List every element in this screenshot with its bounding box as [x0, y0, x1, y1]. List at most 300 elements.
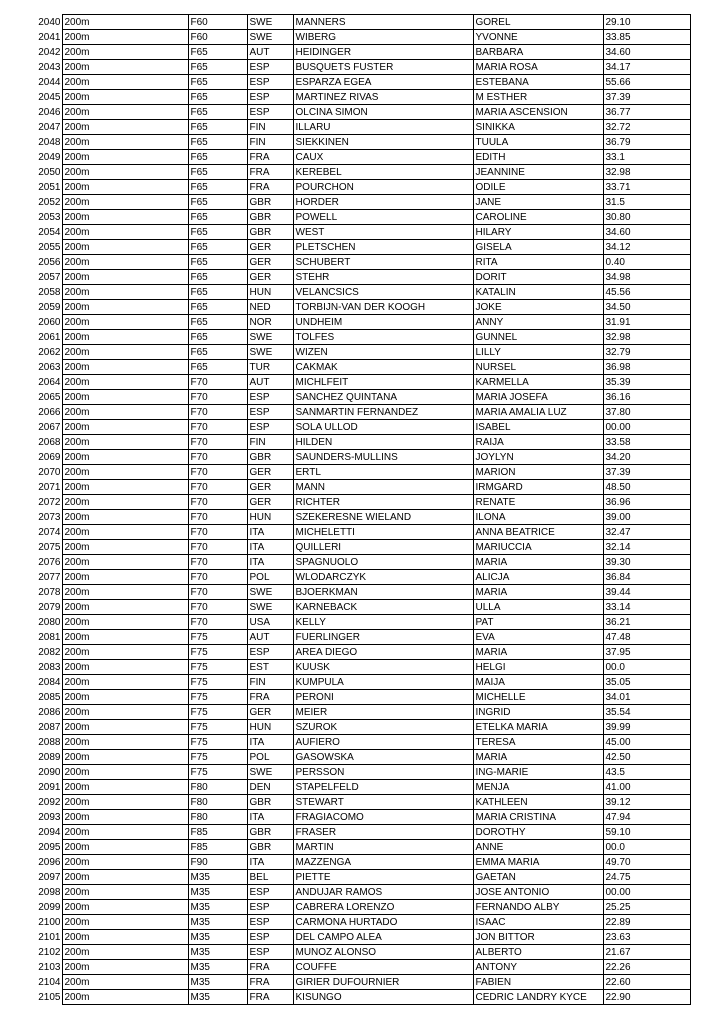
surname-cell: QUILLERI	[293, 540, 473, 555]
result-cell: 34.01	[603, 690, 690, 705]
row-number: 2041	[38, 31, 61, 43]
table-row	[34, 225, 690, 240]
row-number: 2052	[38, 196, 61, 208]
nation-cell: GER	[247, 495, 293, 510]
nation-cell: ESP	[247, 75, 293, 90]
table-row	[34, 210, 690, 225]
event-cell: 200m	[62, 585, 188, 600]
row-number: 2067	[38, 421, 61, 433]
surname-cell: SZUROK	[293, 720, 473, 735]
category-cell: M35	[188, 870, 247, 885]
first-name-cell: FABIEN	[473, 975, 603, 990]
category-cell: F70	[188, 405, 247, 420]
category-cell: M35	[188, 945, 247, 960]
event-cell: 200m	[62, 555, 188, 570]
row-number: 2087	[38, 721, 61, 733]
nation-cell: ESP	[247, 915, 293, 930]
first-name-cell: MARIA	[473, 585, 603, 600]
surname-cell: UNDHEIM	[293, 315, 473, 330]
nation-cell: GER	[247, 705, 293, 720]
first-name-cell: JEANNINE	[473, 165, 603, 180]
result-cell: 37.39	[603, 90, 690, 105]
row-number: 2095	[38, 841, 61, 853]
nation-cell: ITA	[247, 555, 293, 570]
nation-cell: NED	[247, 300, 293, 315]
category-cell: F60	[188, 30, 247, 45]
first-name-cell: DORIT	[473, 270, 603, 285]
result-cell: 36.79	[603, 135, 690, 150]
event-cell: 200m	[62, 510, 188, 525]
nation-cell: SWE	[247, 330, 293, 345]
nation-cell: DEN	[247, 780, 293, 795]
nation-cell: NOR	[247, 315, 293, 330]
category-cell: F65	[188, 330, 247, 345]
surname-cell: KARNEBACK	[293, 600, 473, 615]
surname-cell: WEST	[293, 225, 473, 240]
table-row	[34, 690, 690, 705]
category-cell: F60	[188, 15, 247, 30]
nation-cell: SWE	[247, 30, 293, 45]
first-name-cell: MAIJA	[473, 675, 603, 690]
nation-cell: AUT	[247, 45, 293, 60]
surname-cell: WLODARCZYK	[293, 570, 473, 585]
category-cell: F65	[188, 120, 247, 135]
category-cell: F70	[188, 585, 247, 600]
table-row	[34, 375, 690, 390]
nation-cell: HUN	[247, 510, 293, 525]
category-cell: F75	[188, 750, 247, 765]
table-row	[34, 180, 690, 195]
nation-cell: FRA	[247, 975, 293, 990]
first-name-cell: YVONNE	[473, 30, 603, 45]
event-cell: 200m	[62, 105, 188, 120]
result-cell: 22.89	[603, 915, 690, 930]
event-cell: 200m	[62, 315, 188, 330]
result-cell: 33.71	[603, 180, 690, 195]
row-number: 2048	[38, 136, 61, 148]
category-cell: F70	[188, 540, 247, 555]
table-row	[34, 465, 690, 480]
surname-cell: SAUNDERS-MULLINS	[293, 450, 473, 465]
result-cell: 00.0	[603, 840, 690, 855]
category-cell: M35	[188, 990, 247, 1005]
category-cell: F70	[188, 480, 247, 495]
result-cell: 25.25	[603, 900, 690, 915]
result-cell: 33.14	[603, 600, 690, 615]
event-cell: 200m	[62, 60, 188, 75]
row-number: 2053	[38, 211, 61, 223]
first-name-cell: ULLA	[473, 600, 603, 615]
event-cell: 200m	[62, 15, 188, 30]
first-name-cell: HILARY	[473, 225, 603, 240]
table-row	[34, 795, 690, 810]
event-cell: 200m	[62, 960, 188, 975]
nation-cell: GER	[247, 255, 293, 270]
result-cell: 24.75	[603, 870, 690, 885]
category-cell: F85	[188, 825, 247, 840]
result-cell: 36.77	[603, 105, 690, 120]
nation-cell: GBR	[247, 450, 293, 465]
result-cell: 41.00	[603, 780, 690, 795]
row-number: 2100	[38, 916, 61, 928]
event-cell: 200m	[62, 300, 188, 315]
nation-cell: ITA	[247, 855, 293, 870]
first-name-cell: NURSEL	[473, 360, 603, 375]
result-cell: 33.1	[603, 150, 690, 165]
nation-cell: FIN	[247, 120, 293, 135]
category-cell: F70	[188, 615, 247, 630]
row-number: 2090	[38, 766, 61, 778]
first-name-cell: MARION	[473, 465, 603, 480]
results-body	[34, 15, 690, 1005]
category-cell: F65	[188, 105, 247, 120]
surname-cell: WIBERG	[293, 30, 473, 45]
surname-cell: WIZEN	[293, 345, 473, 360]
table-row	[34, 840, 690, 855]
row-number: 2089	[38, 751, 61, 763]
result-cell: 00.00	[603, 885, 690, 900]
category-cell: M35	[188, 900, 247, 915]
category-cell: F80	[188, 780, 247, 795]
row-number: 2091	[38, 781, 61, 793]
first-name-cell: ANNA BEATRICE	[473, 525, 603, 540]
surname-cell: FRAGIACOMO	[293, 810, 473, 825]
table-row	[34, 555, 690, 570]
row-number: 2101	[38, 931, 61, 943]
surname-cell: CAKMAK	[293, 360, 473, 375]
table-row	[34, 150, 690, 165]
row-number: 2105	[38, 991, 61, 1003]
surname-cell: POURCHON	[293, 180, 473, 195]
event-cell: 200m	[62, 780, 188, 795]
category-cell: F70	[188, 435, 247, 450]
surname-cell: KEREBEL	[293, 165, 473, 180]
result-cell: 36.98	[603, 360, 690, 375]
table-row	[34, 825, 690, 840]
nation-cell: GER	[247, 270, 293, 285]
row-number: 2043	[38, 61, 61, 73]
nation-cell: ITA	[247, 810, 293, 825]
first-name-cell: CEDRIC LANDRY KYCE	[473, 990, 603, 1005]
event-cell: 200m	[62, 870, 188, 885]
result-cell: 0.40	[603, 255, 690, 270]
first-name-cell: JOKE	[473, 300, 603, 315]
first-name-cell: MARIA ASCENSION	[473, 105, 603, 120]
result-cell: 22.90	[603, 990, 690, 1005]
row-number: 2093	[38, 811, 61, 823]
event-cell: 200m	[62, 90, 188, 105]
event-cell: 200m	[62, 30, 188, 45]
row-number: 2066	[38, 406, 61, 418]
nation-cell: ITA	[247, 735, 293, 750]
first-name-cell: MARIA ROSA	[473, 60, 603, 75]
surname-cell: MARTINEZ RIVAS	[293, 90, 473, 105]
event-cell: 200m	[62, 225, 188, 240]
row-number: 2098	[38, 886, 61, 898]
event-cell: 200m	[62, 360, 188, 375]
nation-cell: ESP	[247, 405, 293, 420]
nation-cell: ESP	[247, 90, 293, 105]
first-name-cell: BARBARA	[473, 45, 603, 60]
category-cell: F70	[188, 510, 247, 525]
result-cell: 00.0	[603, 660, 690, 675]
table-row	[34, 75, 690, 90]
first-name-cell: M ESTHER	[473, 90, 603, 105]
surname-cell: STEHR	[293, 270, 473, 285]
surname-cell: TORBIJN-VAN DER KOOGH	[293, 300, 473, 315]
event-cell: 200m	[62, 210, 188, 225]
event-cell: 200m	[62, 570, 188, 585]
table-row	[34, 705, 690, 720]
category-cell: F65	[188, 60, 247, 75]
event-cell: 200m	[62, 330, 188, 345]
event-cell: 200m	[62, 150, 188, 165]
category-cell: F85	[188, 840, 247, 855]
row-number: 2044	[38, 76, 61, 88]
result-cell: 48.50	[603, 480, 690, 495]
row-number: 2081	[38, 631, 61, 643]
first-name-cell: ILONA	[473, 510, 603, 525]
category-cell: F75	[188, 630, 247, 645]
first-name-cell: KATALIN	[473, 285, 603, 300]
category-cell: M35	[188, 915, 247, 930]
surname-cell: ERTL	[293, 465, 473, 480]
surname-cell: RICHTER	[293, 495, 473, 510]
surname-cell: SANCHEZ QUINTANA	[293, 390, 473, 405]
surname-cell: AUFIERO	[293, 735, 473, 750]
result-cell: 39.44	[603, 585, 690, 600]
row-number: 2068	[38, 436, 61, 448]
event-cell: 200m	[62, 660, 188, 675]
event-cell: 200m	[62, 795, 188, 810]
nation-cell: ESP	[247, 900, 293, 915]
nation-cell: ESP	[247, 420, 293, 435]
event-cell: 200m	[62, 525, 188, 540]
event-cell: 200m	[62, 165, 188, 180]
row-number: 2086	[38, 706, 61, 718]
result-cell: 37.39	[603, 465, 690, 480]
surname-cell: AREA DIEGO	[293, 645, 473, 660]
nation-cell: POL	[247, 750, 293, 765]
row-number: 2057	[38, 271, 61, 283]
event-cell: 200m	[62, 750, 188, 765]
event-cell: 200m	[62, 765, 188, 780]
event-cell: 200m	[62, 195, 188, 210]
event-cell: 200m	[62, 945, 188, 960]
event-cell: 200m	[62, 435, 188, 450]
event-cell: 200m	[62, 420, 188, 435]
category-cell: M35	[188, 975, 247, 990]
table-row	[34, 585, 690, 600]
table-row	[34, 330, 690, 345]
category-cell: F65	[188, 195, 247, 210]
surname-cell: PERSSON	[293, 765, 473, 780]
table-row	[34, 960, 690, 975]
table-row	[34, 255, 690, 270]
table-row	[34, 345, 690, 360]
table-row	[34, 300, 690, 315]
category-cell: F65	[188, 180, 247, 195]
result-cell: 36.96	[603, 495, 690, 510]
surname-cell: OLCINA SIMON	[293, 105, 473, 120]
nation-cell: ESP	[247, 645, 293, 660]
table-row	[34, 600, 690, 615]
row-number: 2070	[38, 466, 61, 478]
table-row	[34, 450, 690, 465]
result-cell: 33.85	[603, 30, 690, 45]
event-cell: 200m	[62, 75, 188, 90]
first-name-cell: MICHELLE	[473, 690, 603, 705]
table-row	[34, 765, 690, 780]
first-name-cell: KATHLEEN	[473, 795, 603, 810]
category-cell: F70	[188, 375, 247, 390]
surname-cell: DEL CAMPO ALEA	[293, 930, 473, 945]
result-cell: 55.66	[603, 75, 690, 90]
row-number: 2103	[38, 961, 61, 973]
first-name-cell: ETELKA MARIA	[473, 720, 603, 735]
category-cell: F65	[188, 345, 247, 360]
row-number: 2050	[38, 166, 61, 178]
row-number: 2049	[38, 151, 61, 163]
nation-cell: GBR	[247, 225, 293, 240]
result-cell: 36.21	[603, 615, 690, 630]
nation-cell: FIN	[247, 135, 293, 150]
category-cell: F70	[188, 465, 247, 480]
table-row	[34, 420, 690, 435]
first-name-cell: MARIA CRISTINA	[473, 810, 603, 825]
surname-cell: ANDUJAR RAMOS	[293, 885, 473, 900]
category-cell: M35	[188, 960, 247, 975]
nation-cell: FIN	[247, 435, 293, 450]
category-cell: F70	[188, 600, 247, 615]
table-row	[34, 780, 690, 795]
result-cell: 47.48	[603, 630, 690, 645]
row-number: 2083	[38, 661, 61, 673]
table-row	[34, 855, 690, 870]
result-cell: 34.98	[603, 270, 690, 285]
row-number: 2073	[38, 511, 61, 523]
nation-cell: ITA	[247, 540, 293, 555]
row-number: 2069	[38, 451, 61, 463]
table-row	[34, 615, 690, 630]
nation-cell: GBR	[247, 795, 293, 810]
first-name-cell: EDITH	[473, 150, 603, 165]
table-row	[34, 90, 690, 105]
table-row	[34, 165, 690, 180]
surname-cell: KISUNGO	[293, 990, 473, 1005]
first-name-cell: FERNANDO ALBY	[473, 900, 603, 915]
first-name-cell: TUULA	[473, 135, 603, 150]
row-number: 2061	[38, 331, 61, 343]
row-number: 2046	[38, 106, 61, 118]
nation-cell: FRA	[247, 990, 293, 1005]
category-cell: F65	[188, 240, 247, 255]
row-number: 2099	[38, 901, 61, 913]
surname-cell: COUFFE	[293, 960, 473, 975]
first-name-cell: ISABEL	[473, 420, 603, 435]
surname-cell: SZEKERESNE WIELAND	[293, 510, 473, 525]
table-row	[34, 990, 690, 1005]
table-row	[34, 735, 690, 750]
first-name-cell: JOSE ANTONIO	[473, 885, 603, 900]
nation-cell: POL	[247, 570, 293, 585]
table-row	[34, 885, 690, 900]
surname-cell: BJOERKMAN	[293, 585, 473, 600]
event-cell: 200m	[62, 825, 188, 840]
nation-cell: ESP	[247, 930, 293, 945]
first-name-cell: RITA	[473, 255, 603, 270]
nation-cell: SWE	[247, 15, 293, 30]
surname-cell: FUERLINGER	[293, 630, 473, 645]
surname-cell: KELLY	[293, 615, 473, 630]
result-cell: 30.80	[603, 210, 690, 225]
first-name-cell: MARIUCCIA	[473, 540, 603, 555]
nation-cell: ITA	[247, 525, 293, 540]
category-cell: F90	[188, 855, 247, 870]
result-cell: 00.00	[603, 420, 690, 435]
table-row	[34, 525, 690, 540]
result-cell: 34.50	[603, 300, 690, 315]
category-cell: F65	[188, 360, 247, 375]
event-cell: 200m	[62, 990, 188, 1005]
event-cell: 200m	[62, 930, 188, 945]
row-number: 2076	[38, 556, 61, 568]
event-cell: 200m	[62, 720, 188, 735]
category-cell: F65	[188, 285, 247, 300]
result-cell: 21.67	[603, 945, 690, 960]
result-cell: 34.60	[603, 45, 690, 60]
category-cell: F75	[188, 705, 247, 720]
nation-cell: USA	[247, 615, 293, 630]
table-row	[34, 510, 690, 525]
category-cell: F65	[188, 270, 247, 285]
surname-cell: SOLA ULLOD	[293, 420, 473, 435]
nation-cell: TUR	[247, 360, 293, 375]
nation-cell: SWE	[247, 345, 293, 360]
table-row	[34, 720, 690, 735]
first-name-cell: GISELA	[473, 240, 603, 255]
first-name-cell: GOREL	[473, 15, 603, 30]
table-row	[34, 675, 690, 690]
nation-cell: ESP	[247, 60, 293, 75]
surname-cell: VELANCSICS	[293, 285, 473, 300]
event-cell: 200m	[62, 465, 188, 480]
nation-cell: FRA	[247, 180, 293, 195]
category-cell: F75	[188, 720, 247, 735]
table-row	[34, 495, 690, 510]
event-cell: 200m	[62, 645, 188, 660]
table-row	[34, 660, 690, 675]
result-cell: 59.10	[603, 825, 690, 840]
table-row	[34, 60, 690, 75]
result-cell: 37.80	[603, 405, 690, 420]
event-cell: 200m	[62, 345, 188, 360]
nation-cell: EST	[247, 660, 293, 675]
surname-cell: SANMARTIN FERNANDEZ	[293, 405, 473, 420]
result-cell: 35.39	[603, 375, 690, 390]
row-number: 2092	[38, 796, 61, 808]
first-name-cell: ODILE	[473, 180, 603, 195]
table-row	[34, 810, 690, 825]
result-cell: 35.54	[603, 705, 690, 720]
nation-cell: GBR	[247, 840, 293, 855]
first-name-cell: GUNNEL	[473, 330, 603, 345]
row-number: 2059	[38, 301, 61, 313]
row-number: 2084	[38, 676, 61, 688]
nation-cell: GBR	[247, 195, 293, 210]
nation-cell: FIN	[247, 675, 293, 690]
event-cell: 200m	[62, 690, 188, 705]
